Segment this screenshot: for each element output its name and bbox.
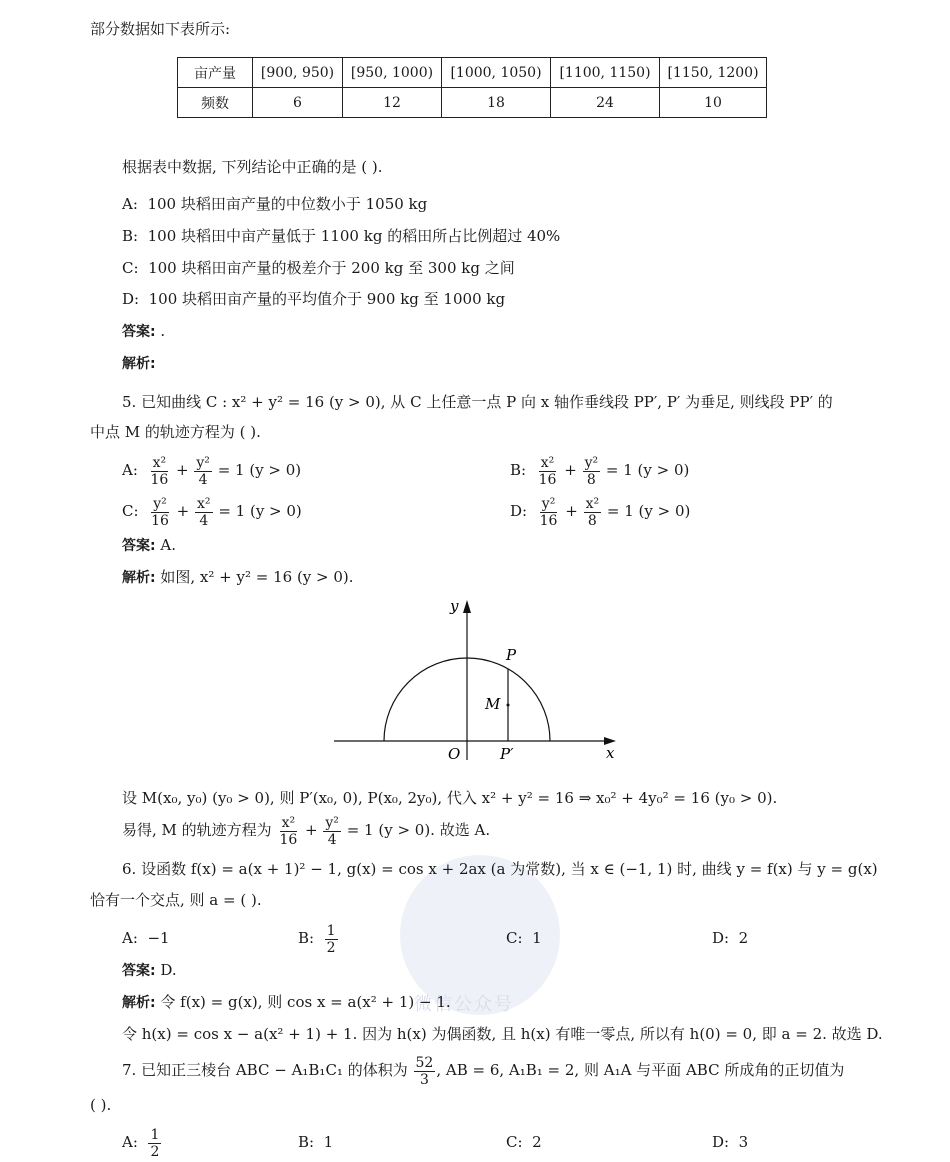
option-rest: = 1 (y > 0) [218,502,302,520]
numerator: x² [540,454,555,471]
numerator: y² [541,495,556,512]
numerator: x² [281,814,296,831]
table-header-cell: [900, 950) [253,58,343,88]
option-text: −1 [147,929,170,947]
watermark-text: 微信公众号 [414,994,514,1015]
denominator: 16 [539,512,558,529]
denominator: 4 [199,512,209,529]
q4-option-d [122,288,505,310]
option-label: A: [122,461,138,479]
q6-question-line1: 6. 设函数 f(x) = a(x + 1)² − 1, g(x) = cos x + 2ax (a 为常数), 当 x ∈ (−1, 1) 时, 曲线 y = f(x) 与 y = g(x) [122,860,878,878]
numerator: y² [153,495,167,512]
table-cell: 24 [551,88,660,118]
numerator: y² [584,454,599,471]
answer-value: A. [160,536,176,554]
answer-value: . [160,322,166,340]
option-label: D: [122,290,140,308]
numerator: x² [197,495,211,512]
analysis-label: 解析: [122,570,156,586]
q7-option-d [712,1131,748,1153]
denominator: 2 [326,939,336,956]
q5-option-c: C: $\frac{\text{y²}}{16}$ + $\frac{\text{x²}}{4}$ = 1 (y > 0) [122,495,302,529]
q6-question-line2: 恰有一个交点, 则 a = ( ). [90,891,262,909]
option-label: C: [506,929,523,947]
q7-option-b [298,1131,333,1153]
fraction [148,455,170,488]
option-label: D: [510,502,528,520]
option-text: 100 块稻田亩产量的极差介于 200 kg 至 300 kg 之间 [148,259,515,277]
table-cell: 10 [660,88,767,118]
option-label: B: [122,227,139,245]
fraction [277,815,299,848]
q5-option-a: A: $\frac{\text{x²}}{16}$ + $\frac{\text{y²}}{4}$ = 1 (y > 0) [122,454,302,488]
q6-option-d [712,927,748,949]
denominator: 4 [327,831,337,848]
table-cell: 18 [442,88,551,118]
numerator: y² [325,814,339,831]
denominator: 16 [279,831,298,848]
denominator: 2 [150,1143,160,1160]
frequency-table [177,57,767,118]
semicircle-figure [330,595,620,765]
analysis-label: 解析: [122,995,156,1011]
q4-analysis-label: 解析: [122,356,156,372]
q4-answer [122,320,165,343]
denominator: 16 [150,471,169,488]
denominator: 16 [151,512,169,529]
option-label: C: [122,502,139,520]
denominator: 16 [538,471,557,488]
q7-question-line2: ( ). [90,1096,112,1114]
denominator: 4 [198,471,208,488]
option-label: B: [298,1133,315,1151]
option-label: D: [712,929,730,947]
option-label: A: [122,929,138,947]
q4-option-b [122,225,560,247]
table-cell: 6 [253,88,343,118]
y-axis-label: y [450,597,459,615]
table-header-cell: [1150, 1200) [660,58,767,88]
q5-analysis [122,566,354,589]
q7-option-a [122,1124,162,1160]
option-text: 3 [738,1133,749,1151]
option-rest: = 1 (y > 0) [606,502,691,520]
option-rest: = 1 (y > 0) [217,461,302,479]
q4-option-a [122,193,427,215]
q6-option-c [506,927,542,949]
denominator: 3 [419,1071,429,1088]
q5-option-d: D: $\frac{\text{y²}}{16}$ + $\frac{\text{x²}}{8}$ = 1 (y > 0) [510,495,691,529]
option-label: C: [506,1133,523,1151]
option-text: 1 [532,929,542,947]
fraction [584,496,602,529]
point-p-label: P [506,646,517,664]
option-text: 2 [532,1133,542,1151]
q7-question-line1 [122,1052,844,1088]
y-axis-arrow [463,600,471,613]
table-row [178,88,767,118]
fraction [148,1127,161,1160]
q6-solution: 令 h(x) = cos x − a(x² + 1) + 1. 因为 h(x) 为偶函数, 且 h(x) 有唯一零点, 所以有 h(0) = 0, 即 a = 2. 故选 D. [122,1025,883,1043]
q5-answer [122,534,176,557]
numerator: 1 [150,1126,160,1143]
fraction [149,496,171,529]
table-header-cell: [1000, 1050) [442,58,551,88]
point-m-label: M [485,695,501,713]
origin-label: O [448,745,461,763]
option-text: 2 [738,929,749,947]
q6-answer [122,959,177,982]
answer-label: 答案: [122,538,156,554]
table-header-cell: [950, 1000) [343,58,442,88]
answer-value: D. [160,961,177,979]
q5-solution-line1: 设 M(x₀, y₀) (y₀ > 0), 则 P′(x₀, 0), P(x₀, 2y₀), 代入 x² + y² = 16 ⇒ x₀² + 4y₀² = 16 (y₀ > 0). [122,789,778,807]
q5-question-line1: 5. 已知曲线 C : x² + y² = 16 (y > 0), 从 C 上任意一点 P 向 x 轴作垂线段 PP′, P′ 为垂足, 则线段 PP′ 的 [122,393,833,411]
q4-question: 根据表中数据, 下列结论中正确的是 ( ). [122,158,383,176]
option-label: B: [510,461,527,479]
option-label: A: [122,195,138,213]
denominator: 8 [586,471,596,488]
answer-label: 答案: [122,324,156,340]
q6-option-b [298,920,339,956]
table-row-label: 频数 [178,88,253,118]
fraction [583,455,601,488]
fraction [537,455,559,488]
option-text: 100 块稻田亩产量的中位数小于 1050 kg [147,195,428,213]
analysis-text: 如图, x² + y² = 16 (y > 0). [160,568,354,586]
option-label: C: [122,259,139,277]
numerator: x² [152,454,167,471]
x-axis-label: x [606,744,615,762]
option-text: 1 [323,1133,334,1151]
table-cell: 12 [343,88,442,118]
numerator: 1 [326,922,336,939]
fraction [323,815,341,848]
fraction [325,923,338,956]
q5-option-b: B: $\frac{\text{x²}}{16}$ + $\frac{\text{y²}}{8}$ = 1 (y > 0) [510,454,690,488]
option-text: 100 块稻田中亩产量低于 1100 kg 的稻田所占比例超过 40% [147,227,561,245]
fraction [195,496,213,529]
question-text: 7. 已知正三棱台 ABC − A₁B₁C₁ 的体积为 [122,1061,408,1079]
q5-question-line2: 中点 M 的轨迹方程为 ( ). [90,423,261,441]
table-row [178,58,767,88]
fraction [194,455,212,488]
question-text: , AB = 6, A₁B₁ = 2, 则 A₁A 与平面 ABC 所成角的正切值为 [436,1061,845,1079]
solution-text: = 1 (y > 0). 故选 A. [346,821,491,839]
option-label: A: [122,1133,138,1151]
midpoint-m-dot [507,704,510,707]
fraction [414,1055,436,1088]
intro-text: 部分数据如下表所示: [90,20,231,38]
table-header-cell: 亩产量 [178,58,253,88]
answer-label: 答案: [122,963,156,979]
numerator: 52 [415,1054,434,1071]
fraction [538,496,560,529]
q7-option-c [506,1131,542,1153]
option-label: D: [712,1133,730,1151]
q6-option-a [122,927,170,949]
option-text: 100 块稻田亩产量的平均值介于 900 kg 至 1000 kg [148,290,506,308]
point-p-prime-label: P′ [500,745,514,763]
solution-text: 易得, M 的轨迹方程为 [122,821,272,839]
option-label: B: [298,929,315,947]
option-rest: = 1 (y > 0) [605,461,690,479]
numerator: x² [585,495,600,512]
numerator: y² [196,454,210,471]
denominator: 8 [587,512,597,529]
q5-solution-line2: 易得, M 的轨迹方程为 $\frac{\text{x²}}{16}$ + $\frac{\text{y²}}{4}$ = 1 (y > 0). 故选 A. [122,814,491,848]
q4-option-c [122,257,515,279]
analysis-text: 令 f(x) = g(x), 则 cos x = a(x² + 1) − 1. [160,993,451,1011]
table-header-cell: [1100, 1150) [551,58,660,88]
q6-analysis [122,991,451,1014]
